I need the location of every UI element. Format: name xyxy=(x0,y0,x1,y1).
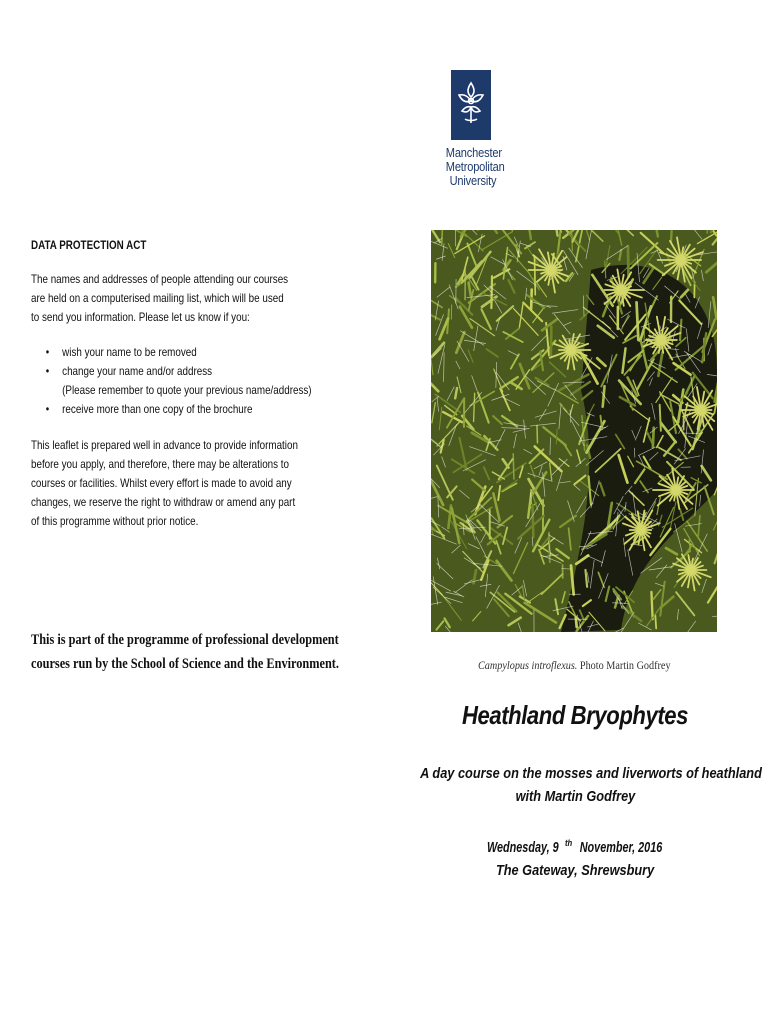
university-name-line2: Metropolitan xyxy=(445,159,505,174)
bullet-icon: • xyxy=(45,345,50,359)
course-date xyxy=(481,832,670,859)
moss-photo xyxy=(431,230,717,632)
course-subtitle-line1: A day course on the mosses and liverworts of heathland xyxy=(420,765,762,782)
list-item-text: wish your name to be removed xyxy=(62,345,197,359)
date-prefix: Wednesday, 9 xyxy=(486,839,559,856)
bullet-icon: • xyxy=(45,402,50,416)
date-suffix: November, 2016 xyxy=(579,839,663,856)
data-protection-heading: DATA PROTECTION ACT xyxy=(31,238,147,252)
data-protection-section xyxy=(31,238,331,531)
notice-line: changes, we reserve the right to withdraw or amend any part xyxy=(31,495,296,509)
list-item xyxy=(31,400,314,419)
intro-line: to send you information. Please let us know if you: xyxy=(31,310,250,324)
bullet-icon: • xyxy=(45,364,50,378)
course-subtitle xyxy=(390,762,760,808)
course-venue: The Gateway, Shrewsbury xyxy=(495,862,655,879)
notice-line: This leaflet is prepared well in advance to provide information xyxy=(31,438,298,452)
flower-crest-icon xyxy=(451,70,491,140)
date-suffix-sup: th xyxy=(564,838,573,848)
programme-statement-line2: courses run by the School of Science and the Environment. xyxy=(31,656,339,672)
university-name-line3: University xyxy=(449,173,497,188)
university-name-line1: Manchester xyxy=(445,145,502,160)
university-logo xyxy=(441,70,505,188)
notice-line: before you apply, and therefore, there may be alterations to xyxy=(31,457,290,471)
programme-statement-line1: This is part of the programme of professional development xyxy=(31,632,339,648)
caption-credit: Photo Martin Godfrey xyxy=(577,658,671,672)
course-date-venue xyxy=(390,832,760,882)
list-item-text: receive more than one copy of the brochure xyxy=(62,402,253,416)
list-item xyxy=(31,343,314,362)
course-title xyxy=(390,700,760,731)
list-item xyxy=(31,362,314,400)
list-item-text: change your name and/or address xyxy=(62,364,213,378)
university-name xyxy=(441,146,505,188)
photo-caption xyxy=(431,658,717,673)
programme-statement xyxy=(31,628,339,676)
bullet-note: (Please remember to quote your previous name/address) xyxy=(62,383,312,397)
intro-line: are held on a computerised mailing list, which will be used xyxy=(31,291,284,305)
caption-species: Campylopus introflexus. xyxy=(477,658,578,672)
notice-line: of this programme without prior notice. xyxy=(31,514,199,528)
notice-line: courses or facilities. Whilst every effort is made to avoid any xyxy=(31,476,292,490)
course-title-text: Heathland Bryophytes xyxy=(461,700,689,730)
course-subtitle-line2: with Martin Godfrey xyxy=(515,788,635,805)
intro-line: The names and addresses of people attending our courses xyxy=(31,272,289,286)
request-list xyxy=(31,343,314,419)
